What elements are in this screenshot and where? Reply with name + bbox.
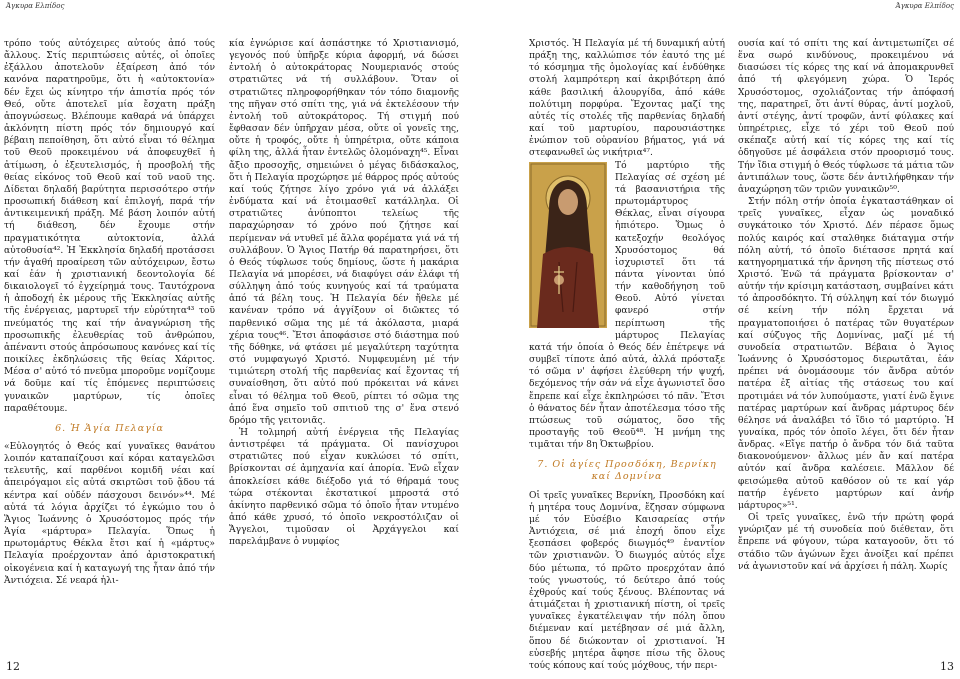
saint-icon bbox=[529, 162, 607, 328]
running-head-left: Άγκυρα Ελπίδος bbox=[6, 2, 65, 10]
page-number-left: 12 bbox=[6, 660, 20, 673]
section-heading-7: 7. Οἱ ἁγίες Προσδόκη, Βερνίκη καί Δομνίνα bbox=[537, 459, 717, 483]
right-page bbox=[480, 0, 960, 679]
paragraph: Χριστός. Ἡ Πελαγία μέ τή δυναμική αὐτή πράξη της, καλλώπισε τόν ἑαυτό της μέ τό κόσμημα τῆς ὁμολογίας καί ἐνδύθηκε στολή λαμπρότερη καί ἀκριβότερη ἀπό κάθε βασιλική ἁλουργίδα, ἀπό κάθε πολύτιμη πορφύρα. Ἔχοντας μαζί της αὐτές τίς στολές τῆς παρθενίας δηλαδή καί τοῦ μαρτυρίου, παρουσιάστηκε ἐνώπιον τοῦ οὐρανίου βήματος, γιά νά στεφανωθεῖ ὡς νικήτρια⁴⁷. bbox=[529, 39, 725, 159]
section-heading-6: 6. Ἡ Ἁγία Πελαγία bbox=[55, 422, 164, 434]
paragraph: Οἱ τρεῖς γυναῖκες, ἐνῶ τήν πρώτη φορά γνώριζαν μέ τή συνοδεία πού διέθεταν, ὅτι ἔπρεπε νά φύγουν, τώρα καταγοοῦν, ὅτι τό στάδιο τῶν ἀγώνων ἔχει ἀνοίξει καί πρέπει νά ἀγωνιστοῦν καί νά ἀρχίσει ἡ πάλη. Χωρίς bbox=[738, 513, 954, 572]
column-1 bbox=[4, 38, 215, 655]
paragraph: τρόπο τούς αὐτόχειρες αὐτούς ἀπό τούς ἄλλους. Στίς περιπτώσεις αὐτές, οἱ ὁποῖες ἐξάλλου ἀποτελοῦν ἐξαίρεση ἀπό τόν κανόνα παρατηροῦμε, ὅτι ἡ «αὐτοκτονία» δέν ἔχει ὡς κίνητρο τήν ἀπιστία πρός τόν Θεό, οὔτε ἀποτελεῖ μία ἔσχατη πράξη ἀπογνώσεως. Βλέπουμε καθαρά νά ὑπάρχει ἀκλόνητη πίστη πρός τόν δημιουργό καί βέβαιη πεποίθηση, ὅτι αὐτό εἶναι τό θέλημα τοῦ Θεοῦ προκειμένου νά ἀποφευχθεῖ ἡ ἀτίμωση, ὁ ἐξευτελισμός, ἡ προσβολή τῆς θείας εἰκόνος τοῦ Θεοῦ καί τοῦ ναοῦ της. Δίδεται δηλαδή βαρύτητα περισσότερο στήν προσωπική διάθεση καί ἐπιλογή, παρά τήν ἀντικειμενική πράξη. Μέ βάση λοιπόν αὐτή τή διάθεση, δέν ἔχουμε στήν πραγματικότητα αὐτοκτονία, ἀλλά αὐτοθυσία⁴². Ἡ Ἐκκλησία δηλαδή προτάσσει τήν ἀγαθή προαίρεση τῶν αὐτόχειρων, ἔστω καί ἐάν ἡ χριστιανική δεοντολογία δέ δικαιολογεῖ τό ἐγχείρημά τους. Ταυτόχρονα ἡ ἀποδοχή ἐκ μέρους τῆς Ἐκκλησίας αὐτῆς τῆς ἐνέργειας, μαρτυρεῖ τήν εὐρύτητα⁴³ τοῦ πνεύματός της καί τήν ἀναγνώριση τῆς προσωπικῆς ἐλευθερίας τοῦ ἀνθρώπου, ἀπέναντι στούς ἀπρόσωπους κανόνες καί τίς ποικίλες ἐκδηλώσεις τῆς θείας Χάριτος. Μέσα σ' αὐτό τό πνεῦμα μποροῦμε νομίζουμε νά δοῦμε καί τίς ἑπόμενες περιπτώσεις γυναικῶν μαρτύρων, τίς ὁποῖες παραθέτουμε. bbox=[4, 39, 215, 414]
paragraph: Οἱ τρεῖς γυναῖκες Βερνίκη, Προσδόκη καί ἡ μητέρα τους Δομνίνα, ἔζησαν σύμφωνα μέ τόν Εὐσέβιο Καισαρείας στήν Ἀντιόχεια, σέ μιά ἐποχή ὅπου εἶχε ξεσπάσει φοβερός διωγμός⁴⁹ ἐναντίον τῶν χριστιανῶν. Ὁ διωγμός αὐτός εἶχε δύο μέτωπα, τό πρῶτο προερχόταν ἀπό τούς γνωστούς, τό δεύτερο ἀπό τούς ἐχθρούς καί τούς ξένους. Βλέποντας νά ἀτιμάζεται ἡ χριστιανική πίστη, οἱ τρεῖς γυναῖκες ἐγκατέλειψαν τήν πόλη ὅπου διέμεναν καί μετέβησαν σέ μιά ἄλλη, ὅπου δέ διώκονταν οἱ χριστιανοί. Ἡ εὐσεβής μητέρα ἄφησε πίσω τῆς ὅλους τούς κόπους καί τούς μόχθους, τήν περι- bbox=[529, 490, 725, 671]
column-4 bbox=[738, 38, 954, 655]
paragraph: ουσία καί τό σπίτι της καί ἀντιμετωπίζει σέ ἕνα σωρό κινδύνους, προκειμένου νά διασώσει τίς κόρες της καί νά ἀπομακρυνθεῖ ἀπό τή φλεγόμενη χώρα. Ὁ Ἱερός Χρυσόστομος, σχολιάζοντας τήν ἀπόφασή της, παρατηρεῖ, ὅτι ἀντί θύρας, ἀντί μοχλοῦ, ἀντί στέγης, ἀντί τροφῶν, ἀντί φύλακες καί ὑπηρέτριες, εἶχε τό χέρι τοῦ Θεοῦ πού σκέπαζε αὐτή καί τίς κόρες της καί τίς ὁδηγοῦσε μέ ἀσφάλεια στόν προορισμό τους. Τήν ἴδια στιγμή ὁ Θεός τύφλωσε τά μάτια τῶν ἀντιπάλων τους, ὥστε δέν ἀντιλήφθηκαν τήν ἀναχώρηση τῶν τριῶν γυναικῶν⁵⁰. bbox=[738, 39, 954, 195]
paragraph: Ἡ τολμηρή αὐτή ἐνέργεια τῆς Πελαγίας ἀντιστρέφει τά πράγματα. Οἱ πανίσχυροι στρατιῶτες πού εἶχαν κυκλώσει τό σπίτι, βρίσκονται σέ ἀμηχανία καί ἀπορία. Ἐνῶ εἶχαν ἀποκλείσει κάθε διέξοδο γιά τό θήραμά τους τώρα στέκονται ἐκστατικοί μπροστά στό ἀκίνητο παρθενικό σῶμα τό ὁποῖο ἦταν ντυμένο ἀπό κάθε χρυσό, τό ὁποῖο νεκροστόλιζαν οἱ Ἄγγελοι, τιμοῦσαν οἱ Ἀρχάγγελοι καί παρελάμβανε ὁ νυμφίος bbox=[229, 428, 459, 548]
paragraph: Τό μαρτύριο τῆς Πελαγίας σέ σχέση μέ τά βασανιστήρια τῆς πρωτομάρτυρος Θέκλας, εἶναι σίγουρα ἠπιότερο. Ὅμως ὁ κατεξοχήν θεολόγος Χρυσόστομος θά ἰσχυριστεῖ ὅτι τά πάντα γίνονται ὑπό τήν καθοδήγηση τοῦ Θεοῦ. Αὐτό γίνεται φανερό στήν περίπτωση τῆς μάρτυρος Πελαγίας κατά τήν ὁποία ὁ Θεός δέν ἐπέτρεψε νά συμβεῖ τίποτε ἀπό αὐτά, ἀλλά πρόσταξε τό σῶμα ν' ἀφήσει ἐλεύθερη τήν ψυχή, δεχόμενος τήν σάν νά εἶχε ἀγωνιστεῖ ὅσο ἔπρεπε καί εἶχε ἐκπληρώσει τό πᾶν. Ἔτσι ὁ θάνατος δέν ἦταν ἀποτέλεσμα τόσο τῆς πτώσεως τοῦ σώματος, ὅσο τῆς προσταγῆς τοῦ Θεοῦ⁴⁸. Ἡ μνήμη της τιμᾶται τήν 8η Ὀκτωβρίου. bbox=[529, 160, 725, 451]
paragraph: «Εὐλογητός ὁ Θεός καί γυναῖκες θανάτου λοιπόν καταπαίζουσι καί κόραι καταγελῶσι τελευτῆς, καί παρθένοι κομιδῆ νέαι καί ἀπειρόγαμοι εἰς αὐτά σκιρτῶσι τοῦ ᾅδου τά κέντρα καί οὐδέν πάσχουσι δεινόν»⁴⁴. Μέ αὐτά τά λόγια ἀρχίζει τό ἐγκώμιο του ὁ Ἅγιος Ἰωάννης ὁ Χρυσόστομος πρός τήν Ἁγία «μάρτυρα» Πελαγία. Ὅπως ἡ πρωτομάρτυς Θέκλα ἔτσι καί ἡ «μάρτυς» Πελαγία προέρχονταν ἀπό ἀριστοκρατική οἰκογένεια καί ἡ καταγωγή της ἦταν ἀπό τήν Ἀντιόχεια. Σέ νεαρά ἡλι- bbox=[4, 442, 215, 586]
column-2 bbox=[229, 38, 459, 655]
paragraph: Στήν πόλη στήν ὁποία ἐγκαταστάθηκαν οἱ τρεῖς γυναῖκες, εἶχαν ὡς μοναδικό συγκάτοικο τόν Χριστό. Δέν πέρασε ὅμως πολύς καιρός καί σταλθηκε διάταγμα στήν πόλη αὐτή, τό ὁποῖο διέτασσε πρητά καί κατηγορηματικά τήν ἄρνηση τῆς πίστεως στό Χριστό. Ἐνῶ τά πράγματα βρίσκονταν σ' αὐτήν τήν κρίσιμη κατάσταση, συμβαίνει κάτι τό ἀπροσδόκητο. Τή σύλληψη καί τόν διωγμό σέ κείνη τήν πόλη ἔρχεται νά πραγματοποιήσει ὁ πατέρας τῶν θυγατέρων καί σύζυγος τῆς Δομνίνας, μαζί μέ τή συνοδεία στρατιωτῶν. Βέβαια ὁ Ἅγιος Ἰωάννης ὁ Χρυσόστομος διερωτᾶται, ἐάν πρέπει νά ὀνομάσουμε τόν ἄνδρα αὐτόν πατέρα ἐξ αἰτίας τῆς στάσεως του καί προτιμάει νά τόν λυπούμαστε, γιατί ἐνῶ ἔγινε πατέρας μαρτύρων καί ἄνδρας μάρτυρος δέν θέλησε νά ἀναλάβει τό ἴδιο τό μαρτύριο. Ἡ γυναίκα, πρός τόν ὁποῖο λέγει, ὅτι δέν ἦταν ἄνδρας. «Εἴγε πατήρ ὁ ἄνδρα τόν διά ταῦτα διακονούμενον· ἄλλως μέν ἄν καί πατέρα αὐτόν καί ἄνδρα καλέσειε. Μᾶλλον δέ φεισώμεθα αὐτοῦ καθόσον οὐ τε καί γάρ πατήρ ἐγένετο μαρτύρων καί ἀνήρ μάρτυρος»⁵¹. bbox=[738, 197, 954, 511]
paragraph: κία ἐγνώρισε καί ἀσπάστηκε τό Χριστιανισμό, γεγονός πού ὑπῆρξε κύρια ἀφορμή, νά δώσει ἐντολή ὁ αὐτοκράτορας Νουμεριανός στούς στρατιῶτες νά τή συλλάβουν. Ὅταν οἱ στρατιῶτες πληροφορήθηκαν τόν τόπο διαμονῆς της πῆγαν στό σπίτι της, γιά νά ἐκτελέσουν τήν ἐντολή τοῦ αὐτοκράτορος. Τή στιγμή πού ἔφθασαν δέν ὑπῆρχαν μέσα, οὔτε οἱ γονεῖς της, οὔτε ἡ τροφός, οὔτε ἡ ὑπηρέτρια, οὔτε κάποια φίλη της, ἀλλά ἦταν ἐντελῶς ὁλομόναχη⁴⁵. Εἶναι ἄξιο προσοχῆς, σημειώνει ὁ μέγας διδάσκαλος, ὅτι ἡ Πελαγία προχώρησε μέ θάρρος πρός αὐτούς καί τούς ζήτησε λίγο χρόνο γιά νά ἀλλάξει ἐνδύματα καί νά ἑτοιμασθεῖ κατάλληλα. Οἱ στρατιῶτες ἀνύποπτοι τελείως τῆς παραχώρησαν τό χρόνο πού ζήτησε καί περίμεναν νά ντυθεῖ μέ ἄλλα φορέματα γιά νά τή συλλάβουν. Ὁ Ἅγιος Πατήρ θά παρατηρήσει, ὅτι ὁ Θεός τύφλωσε τούς δημίους, ὥστε ἡ μακάρια Πελαγία νά μπορέσει, νά διαφύγει σάν ἐλάφι τή σύλληψη ἀπό τούς κυνηγούς καί τά τραύματα ἀπό τά βέλη τους. Ἡ Πελαγία δέν ἤθελε μέ κανέναν τρόπο νά ἀγγίξουν οἱ διῶκτες τό παρθενικό σῶμα της μέ τά ἀκόλαστα, μιαρά χέρια τους⁴⁶. Ἔτσι ἀποφάσισε στό διάστημα πού τῆς δόθηκε, νά φτάσει μέ μεγαλύτερη ταχύτητα στό νυμφαγωγό Χριστό. Νυμφευμένη μέ τήν τιμιώτερη στολή τῆς παρθενίας καί ἔχοντας τή συναίσθηση, ὅτι αὐτό πού πρόκειται νά κάνει εἶναι τό θέλημα τοῦ Θεοῦ, ρίπτει τό σῶμα της ἀπό ἕνα σημεῖο τοῦ σπιτιοῦ της σ' ἕνα στενό δρόμο τῆς γειτονιᾶς. bbox=[229, 39, 459, 426]
column-3 bbox=[529, 38, 725, 671]
saint-icon-image bbox=[529, 162, 607, 328]
running-head-right: Άγκυρα Ελπίδος bbox=[895, 2, 954, 10]
page-number-right: 13 bbox=[940, 660, 954, 673]
